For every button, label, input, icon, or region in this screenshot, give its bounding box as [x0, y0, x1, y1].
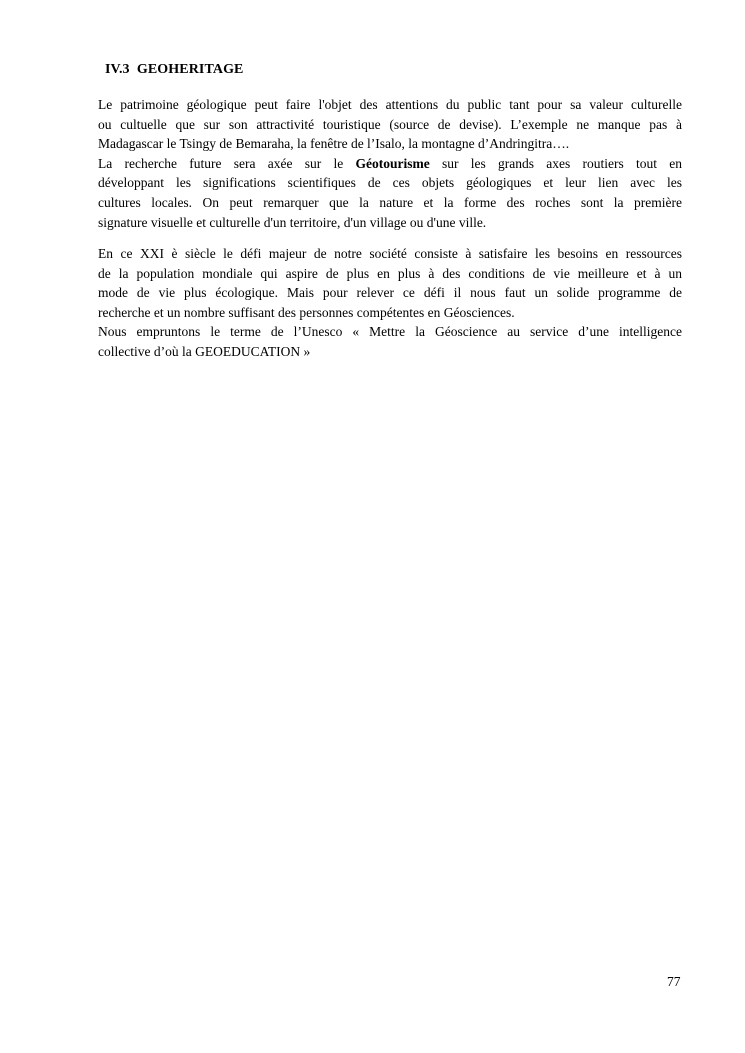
text-line: Nous empruntons le terme de l’Unesco « Mettre la Géoscience au service d’une intelligence	[98, 324, 682, 340]
text-run: La recherche future sera axée sur le	[98, 155, 356, 171]
text-line: développant les significations scientifiques de ces objets géologiques et leur lien avec les	[98, 175, 682, 191]
text-block-1	[98, 95, 682, 232]
text-run: sur les grands axes routiers tout en	[429, 155, 682, 171]
text-line	[98, 154, 682, 174]
text-block-2	[98, 244, 682, 362]
page-number: 77	[667, 974, 681, 989]
text-line: Le patrimoine géologique peut faire l'objet des attentions du public tant pour sa valeur culturelle	[98, 97, 682, 112]
text-line: En ce XXI è siècle le défi majeur de notre société consiste à satisfaire les besoins en ressources	[98, 246, 682, 261]
text-line: collective d’où la GEOEDUCATION »	[98, 343, 311, 359]
text-line: de la population mondiale qui aspire de plus en plus à des conditions de vie meilleure et à un	[98, 265, 682, 281]
keyword-geotourisme: Géotourisme	[355, 155, 430, 171]
text-line: ou cultuelle que sur son attractivité touristique (source de devise). L’exemple ne manque pas à	[98, 116, 682, 132]
text-line: signature visuelle et culturelle d'un territoire, d'un village ou d'une ville.	[98, 214, 487, 230]
text-line: cultures locales. On peut remarquer que la nature et la forme des roches sont la première	[98, 194, 682, 210]
text-line: mode de vie plus écologique. Mais pour relever ce défi il nous faut un solide programme de	[98, 285, 682, 301]
text-line: Madagascar le Tsingy de Bemaraha, la fenêtre de l’Isalo, la montagne d’Andringitra….	[98, 136, 570, 152]
section-heading: IV.3 GEOHERITAGE	[105, 62, 244, 77]
text-line: recherche et un nombre suffisant des personnes compétentes en Géosciences.	[98, 304, 515, 320]
